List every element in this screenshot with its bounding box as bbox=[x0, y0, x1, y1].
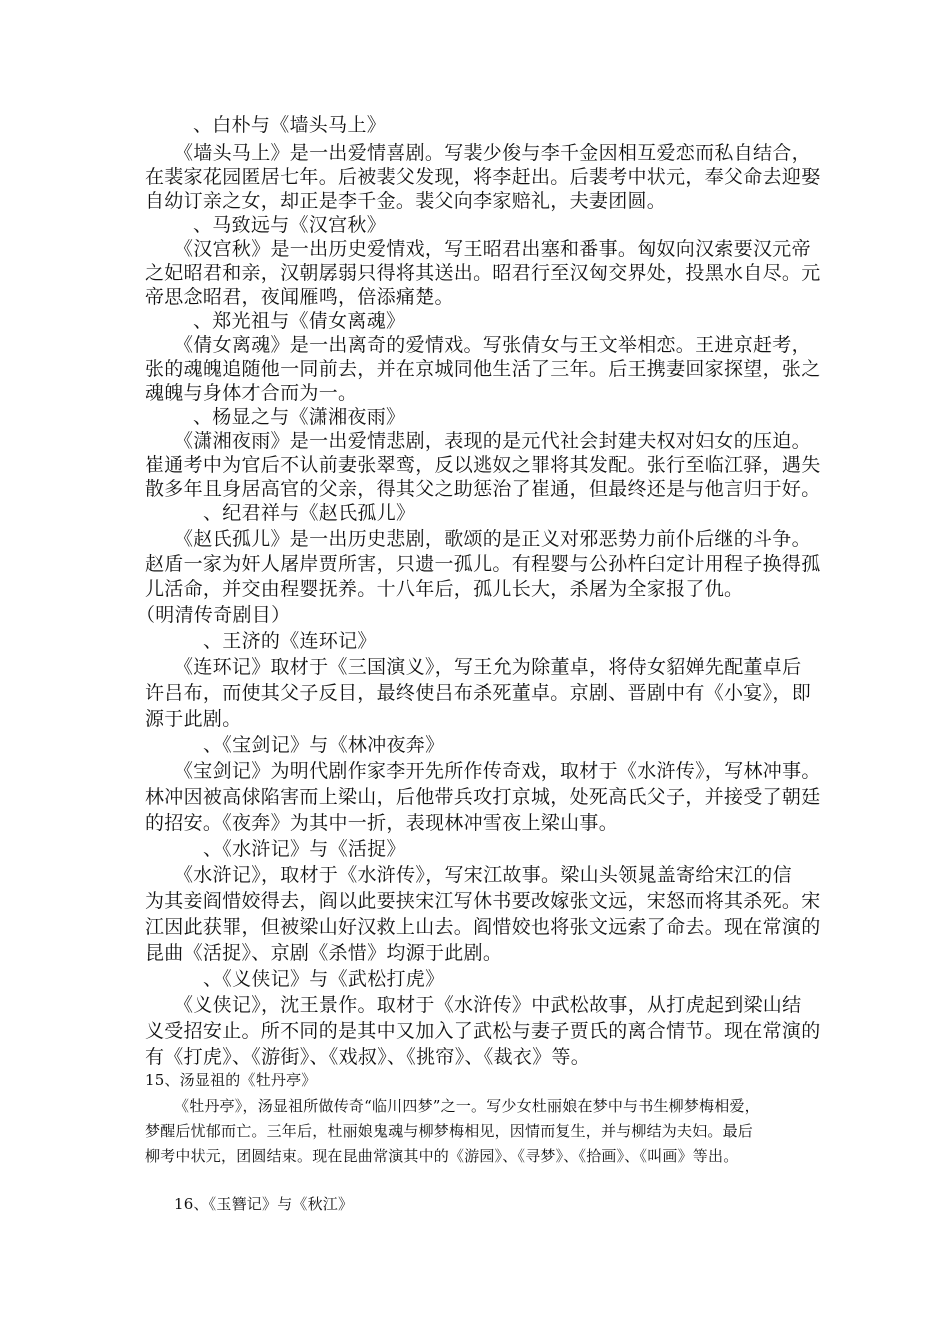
paragraph-line: 张的魂魄追随他一同前去，并在京城同他生活了三年。后王携妻回家探望，张之 bbox=[145, 358, 821, 380]
paragraph-line: 崔通考中为官后不认前妻张翠鸾，反以逃奴之罪将其发配。张行至临江驿，遇失 bbox=[145, 454, 821, 476]
paragraph-line: 之妃昭君和亲，汉朝孱弱只得将其送出。昭君行至汉匈交界处，投黑水自尽。元 bbox=[145, 262, 821, 284]
paragraph-line: 柳考中状元，团圆结束。现在昆曲常演其中的《游园》、《寻梦》、《拾画》、《叫画》等出。 bbox=[145, 1147, 739, 1165]
paragraph-line: 《水浒记》，取材于《水浒传》，写宋江故事。梁山头领晁盖寄给宋江的信 bbox=[174, 864, 792, 886]
heading-yangxianzhi: 、杨显之与《潇湘夜雨》 bbox=[193, 406, 406, 428]
paragraph-line: 《宝剑记》为明代剧作家李开先所作传奇戏，取材于《水浒传》，写林冲事。 bbox=[174, 760, 821, 782]
paragraph-line: 《牡丹亭》，汤显祖所做传奇“临川四梦”之一。写少女杜丽娘在梦中与书生柳梦梅相爱， bbox=[174, 1097, 760, 1115]
heading-tangxianzu: 15、汤显祖的《牡丹亭》 bbox=[145, 1071, 317, 1089]
paragraph-line: 梦醒后忧郁而亡。三年后，杜丽娘鬼魂与柳梦梅相见，因情而复生，并与柳结为夫妇。最后 bbox=[145, 1122, 754, 1140]
heading-wangji: 、王济的《连环记》 bbox=[203, 630, 377, 652]
section-heading-ming-qing: （明清传奇剧目） bbox=[136, 604, 291, 626]
paragraph-line: 儿活命，并交由程婴抚养。十八年后，孤儿长大，杀屠为全家报了仇。 bbox=[145, 578, 744, 600]
paragraph-line: 赵盾一家为奸人屠岸贾所害，只遗一孤儿。有程婴与公孙杵臼定计用程子换得孤 bbox=[145, 553, 821, 575]
paragraph-line: 的招安。《夜奔》为其中一折，表现林冲雪夜上梁山事。 bbox=[145, 812, 619, 834]
heading-baipu: 、白朴与《墙头马上》 bbox=[193, 114, 387, 136]
paragraph-line: 《汉宫秋》是一出历史爱情戏，写王昭君出塞和番事。匈奴向汉索要汉元帝 bbox=[174, 238, 811, 260]
paragraph-line: 昆曲《活捉》、京剧《杀惜》均源于此剧。 bbox=[145, 942, 503, 964]
heading-yuzanji: 16、《玉簪记》与《秋江》 bbox=[174, 1195, 354, 1213]
heading-zhengguangzu: 、郑光祖与《倩女离魂》 bbox=[193, 310, 406, 332]
heading-shuihuji: 、《水浒记》与《活捉》 bbox=[203, 838, 406, 860]
paragraph-line: 义受招安止。所不同的是其中又加入了武松与妻子贾氏的离合情节。现在常演的 bbox=[145, 1020, 821, 1042]
paragraph-line: 散多年且身居高官的父亲，得其父之助惩治了崔通，但最终还是与他言归于好。 bbox=[145, 478, 821, 500]
paragraph-line: 帝思念昭君，夜闻雁鸣，倍添痛楚。 bbox=[145, 286, 454, 308]
paragraph-line: 自幼订亲之女，却正是李千金。裴父向李家赔礼，夫妻团圆。 bbox=[145, 190, 667, 212]
heading-baojianji: 、《宝剑记》与《林冲夜奔》 bbox=[203, 734, 445, 756]
paragraph-line: 《倩女离魂》是一出离奇的爱情戏。写张倩女与王文举相恋。王进京赶考， bbox=[174, 334, 811, 356]
paragraph-line: 魂魄与身体才合而为一。 bbox=[145, 382, 358, 404]
paragraph-line: 《潇湘夜雨》是一出爱情悲剧，表现的是元代社会封建夫权对妇女的压迫。 bbox=[174, 430, 811, 452]
paragraph-line: 《赵氏孤儿》是一出历史悲剧，歌颂的是正义对邪恶势力前仆后继的斗争。 bbox=[174, 528, 811, 550]
paragraph-line: 有《打虎》、《游街》、《戏叔》、《挑帘》、《裁衣》等。 bbox=[145, 1046, 591, 1068]
heading-mazhiyuan: 、马致远与《汉宫秋》 bbox=[193, 214, 387, 236]
paragraph-line: 许吕布，而使其父子反目，最终使吕布杀死董卓。京剧、晋剧中有《小宴》，即 bbox=[145, 682, 812, 704]
paragraph-line: 《墙头马上》是一出爱情喜剧。写裴少俊与李千金因相互爱恋而私自结合， bbox=[174, 142, 811, 164]
paragraph-line: 江因此获罪，但被梁山好汉救上山去。阎惜姣也将张文远索了命去。现在常演的 bbox=[145, 916, 821, 938]
heading-jijunxiang: 、纪君祥与《赵氏孤儿》 bbox=[203, 502, 416, 524]
paragraph-line: 源于此剧。 bbox=[145, 708, 242, 730]
paragraph-line: 《义侠记》，沈王景作。取材于《水浒传》中武松故事，从打虎起到梁山结 bbox=[174, 994, 802, 1016]
paragraph-line: 为其妾阎惜姣得去，阎以此要挟宋江写休书要改嫁张文远，宋怒而将其杀死。宋 bbox=[145, 890, 821, 912]
heading-yixiaji: 、《义侠记》与《武松打虎》 bbox=[203, 968, 445, 990]
paragraph-line: 在裴家花园匿居七年。后被裴父发现，将李赶出。后裴考中状元，奉父命去迎娶 bbox=[145, 166, 821, 188]
paragraph-line: 《连环记》取材于《三国演义》，写王允为除董卓，将侍女貂婵先配董卓后 bbox=[174, 656, 802, 678]
paragraph-line: 林冲因被高俅陷害而上梁山，后他带兵攻打京城，处死高氏父子，并接受了朝廷 bbox=[145, 786, 821, 808]
